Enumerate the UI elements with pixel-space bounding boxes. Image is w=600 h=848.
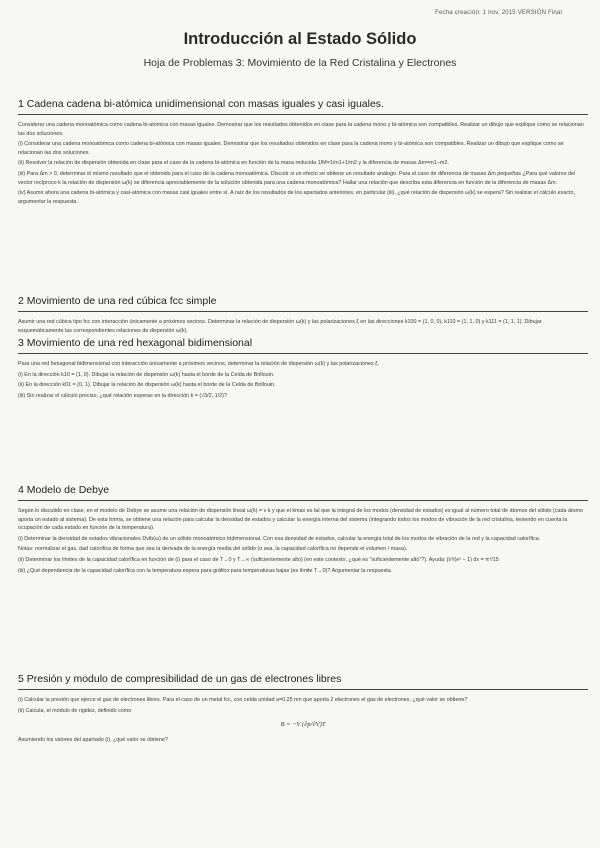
section-paragraph: Considerar una cadena monoatómica como cadena bi-atómica con masas iguales. Demostrar que los resultados obtenidos en clase para la cadena mono y bi-atómica son compatibles. Realizar un dibujo que explique como se relacionan las dos soluciones. xyxy=(18,122,584,137)
document-title: Introducción al Estado Sólido xyxy=(183,30,417,48)
section-3 xyxy=(18,337,588,402)
section-1 xyxy=(18,98,588,208)
section-paragraph: (ii) Calcula, el módulo de rigidez, definido como xyxy=(18,707,132,714)
section-heading: 1 Cadena cadena bi-atómica unidimensional con masas iguales y casi iguales. xyxy=(18,98,588,115)
section-paragraph: (iii) Para Δm > 0, determinar el mismo resultado que el obtenido para el caso de la cadena monoatómica. Discutir si un efecto se obtiene un resultado análogo. Para el caso de diferencia de masas Δm pequeñas ¿Para qué valores del vector recíproco k la relación de dispersión ω(k) se diferencia apreciablemente de la solución obtenida para una cadena monoatómica? Hallar una relación que describa esta diferencia en función de la diferencia de masas Δm. xyxy=(18,170,576,186)
section-paragraph: Según lo discutido en clase, en el modelo de Debye se asume una relación de dispersión lineal ω(k) = v k y que el kmax es tal que la integral de los modos (densidad de estados) es igual al número total de átomos del sólido (cada átomo aporta un estado al sistema). De esta forma, se obtiene una relación para calcular la densidad de estados y calcular la energía interna del sistema (integrando todos los modos de vibración de la red cristalina, teniendo en cuenta la ocupación de cada estado en función de la temperatura). xyxy=(18,508,584,532)
version-note: Fecha creación: 1 nov. 2015 VERSIÓN Final xyxy=(435,10,562,16)
section-heading: 2 Movimiento de una red cúbica fcc simple xyxy=(18,295,588,312)
section-paragraph: Asumir una red cúbica tipo fcc con interacción únicamente a próximos vecinos. Determinar la relación de dispersión ω(k) y las polarizaciones ξ en las direcciones k100 = (1, 0, 0), k110 = (1, 1, 0) y k111 = (1, 1, 1). Dibujar esquemáticamente las correspondientes relaciones de dispersión ω(k). xyxy=(18,319,542,334)
section-paragraph: (i) Determinar la densidad de estados vibracionales Dvib(ω) de un sólido monoatómico tridimensional. Con esa densidad de estados, calcular la energía total de los modos de vibración de la red y la capacidad calorífica. xyxy=(18,535,541,542)
section-paragraph: (i) Calcular la presión que ejerce el gas de electrones libres. Para el caso de un metal fcc, con celda unidad a=0.25 nm que aporta 2 electrones el gas de electrones, ¿qué valor se obtiene? xyxy=(18,697,468,703)
section-heading: 5 Presión y modulo de compresibilidad de un gas de electrones libres xyxy=(18,673,588,690)
section-5 xyxy=(18,673,588,747)
section-paragraph: (ii) Resolver la relación de dispersión obtenida en clase para el caso de la cadena bi-atómica en función de la masa reducida 1/M=1/m1+1/m2 y la diferencia de masas Δm=m1−m2. xyxy=(18,160,449,167)
section-4 xyxy=(18,484,588,577)
document-subtitle: Hoja de Problemas 3: Movimiento de la Red Cristalina y Electrones xyxy=(143,57,457,69)
section-paragraph: (iii) ¿Qué dependencia de la capacidad calorífica con la temperatura espera para gráfico para temperaturas bajas (es límite T→0)? Argumentar la respuesta. xyxy=(18,567,393,574)
section-paragraph: (i) Considerar una cadena monoatómica como cadena bi-atómica con masas iguales. Demostrar que los resultados obtenidos en clase para la cadena mono y bi-atómica son compatibles. Realizar un dibujo que explique como se relacionan las dos soluciones. xyxy=(18,141,564,156)
section-2 xyxy=(18,295,588,337)
section-paragraph: (iii) Sin realizar el cálculo preciso, ¿qué relación esperas en la dirección k = (√3/2, 1/2)? xyxy=(18,392,227,399)
section-paragraph: (i) En la dirección k10 = (1, 0). Dibujar la relación de dispersión ω(k) hasta el borde de la Celda de Brillouin. xyxy=(18,371,275,378)
section-paragraph: (ii) En la dirección k01 = (0, 1). Dibujar la relación de dispersión ω(k) hasta el borde de la Celda de Brillouin. xyxy=(18,382,276,389)
section-paragraph: (iv) Asumir ahora una cadena bi-atómica y casi-atómica con masas casi iguales entre sí. A raíz de los resultados de los apartados anteriores, en particular (iii), ¿qué relación de dispersión ω(k) se espera? Sin realizar el cálculo exacto, argumentar la respuesta. xyxy=(18,190,576,205)
section-paragraph: (ii) Determinar los límites de la capacidad calorífica en función de (i) para el caso de T→0 y T→∞ (suficientemente alto) (en este contexto, ¿qué es "suficientemente alto"?). Ayuda: ∫x³/(eˣ − 1) dx = π⁴/15 xyxy=(18,556,499,563)
section-heading: 4 Modelo de Debye xyxy=(18,484,588,501)
section-paragraph: Asumiendo los valores del apartado (i), ¿qué valor se obtiene? xyxy=(18,737,168,744)
section-heading: 3 Movimiento de una red hexagonal bidimensional xyxy=(18,337,588,354)
section-paragraph: Para una red hexagonal bidimensional con interacción únicamente a próximos vecinos, determinar la relación de dispersión ω(k) y las polarizaciones ξ. xyxy=(18,361,380,367)
bulk-modulus-formula: B = −V (∂p/∂V)T xyxy=(280,721,326,729)
section-paragraph: Notas: normalizar el gas, dad calorífica de forma que sea la derivada de la energía media del sólido (o sea, la capacidad calorífica no depende el volumen / masa). xyxy=(18,546,408,553)
